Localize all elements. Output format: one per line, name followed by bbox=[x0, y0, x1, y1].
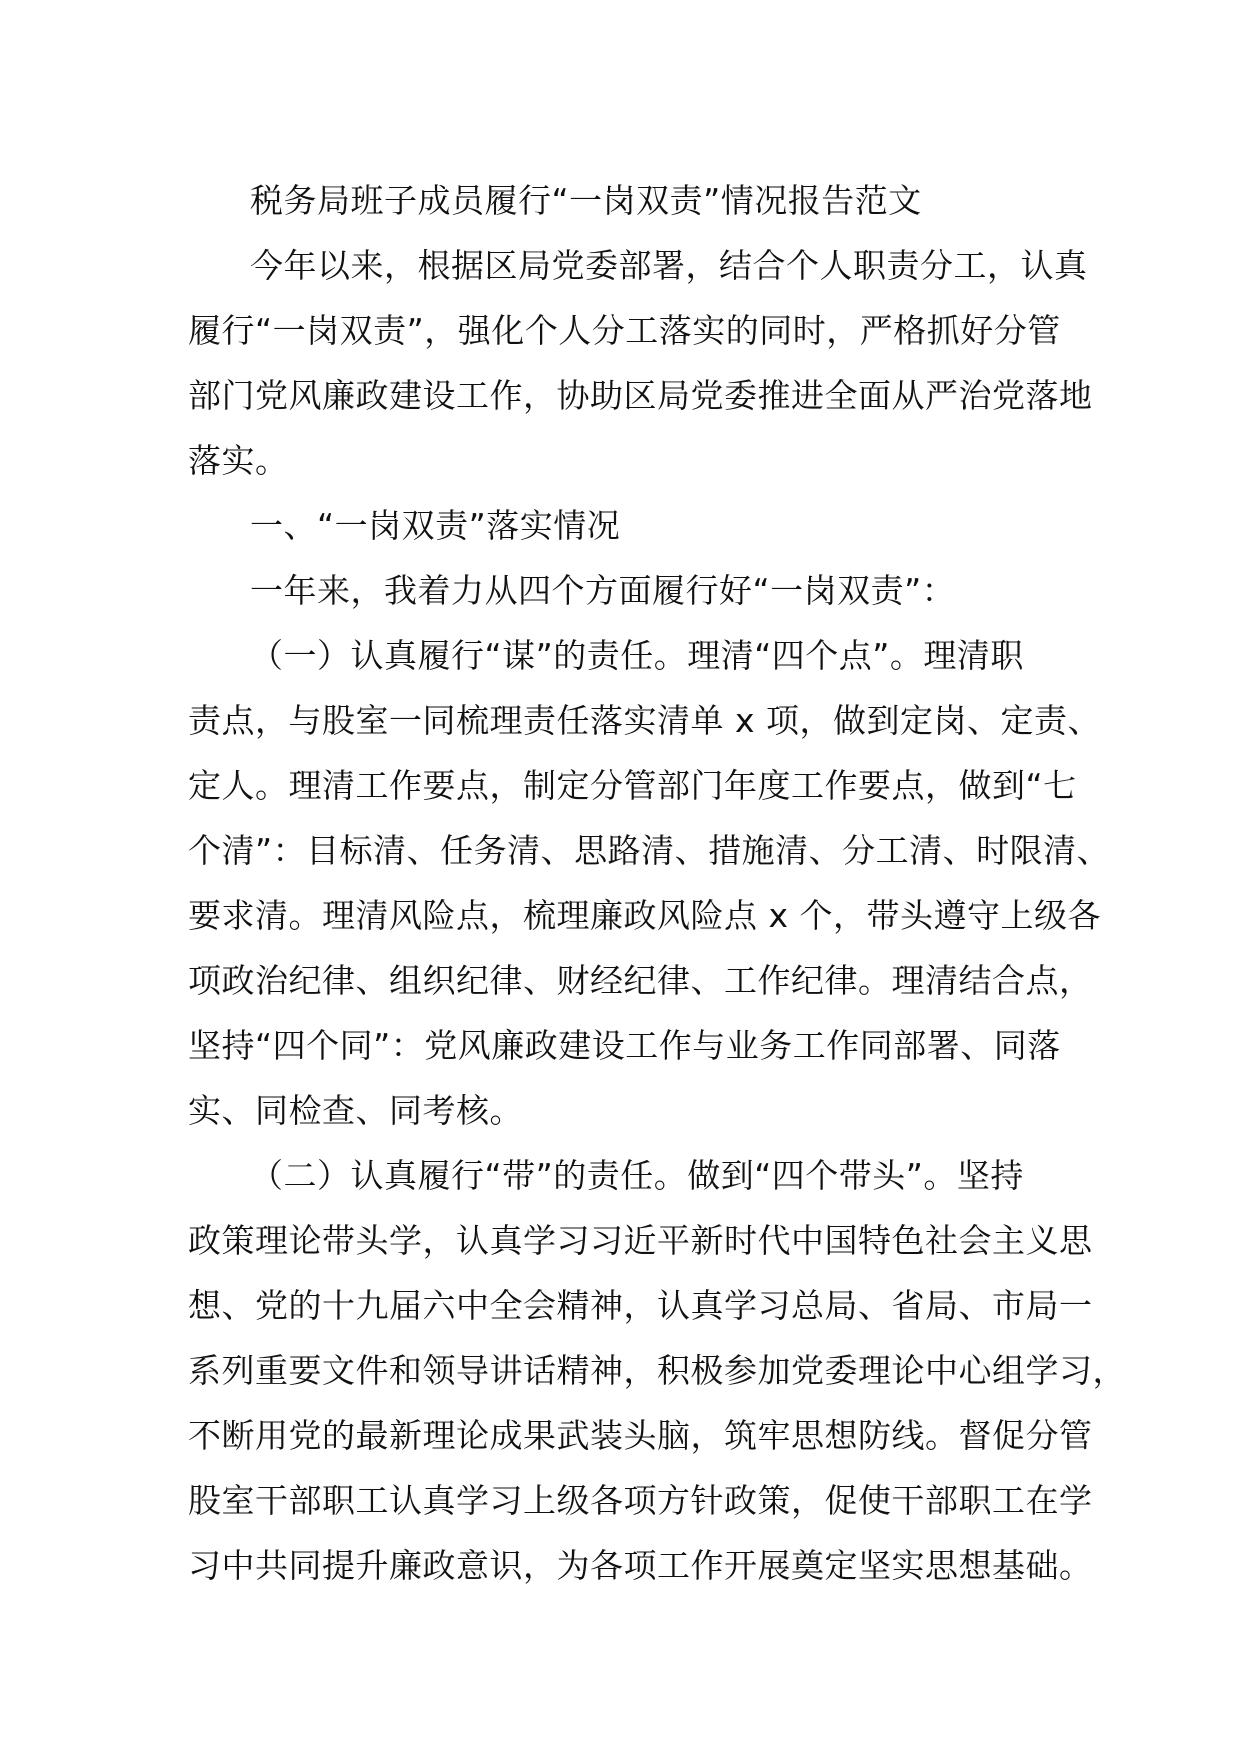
document-lines bbox=[188, 233, 1126, 1598]
text-line: （二）认真履行“带”的责任。做到“四个带头”。坚持 bbox=[250, 1156, 1024, 1195]
document-body bbox=[188, 168, 1126, 1598]
text-line: 责点，与股室一同梳理责任落实清单 x 项，做到定岗、定责、 bbox=[188, 701, 1102, 740]
text-line: 系列重要文件和领导讲话精神，积极参加党委理论中心组学习， bbox=[188, 1351, 1126, 1390]
text-line: 习中共同提升廉政意识，为各项工作开展奠定坚实思想基础。 bbox=[188, 1546, 1093, 1585]
text-line: 想、党的十九届六中全会精神，认真学习总局、省局、市局一 bbox=[188, 1286, 1093, 1325]
text-line: 定人。理清工作要点，制定分管部门年度工作要点，做到“七 bbox=[188, 766, 1077, 805]
text-line: 政策理论带头学，认真学习习近平新时代中国特色社会主义思 bbox=[188, 1221, 1093, 1260]
text-line: （一）认真履行“谋”的责任。理清“四个点”。理清职 bbox=[250, 636, 1024, 675]
text-line: 落实。 bbox=[188, 441, 289, 480]
text-line: 坚持“四个同”：党风廉政建设工作与业务工作同部署、同落 bbox=[188, 1026, 1061, 1065]
text-line: 要求清。理清风险点，梳理廉政风险点 x 个，带头遵守上级各 bbox=[188, 896, 1102, 935]
text-line: 履行“一岗双责”，强化个人分工落实的同时，严格抓好分管 bbox=[188, 311, 1061, 350]
text-line: 项政治纪律、组织纪律、财经纪律、工作纪律。理清结合点， bbox=[188, 961, 1093, 1000]
text-line: 不断用党的最新理论成果武装头脑，筑牢思想防线。督促分管 bbox=[188, 1416, 1093, 1455]
text-line: 股室干部职工认真学习上级各项方针政策，促使干部职工在学 bbox=[188, 1481, 1093, 1520]
text-line: 部门党风廉政建设工作，协助区局党委推进全面从严治党落地 bbox=[188, 376, 1093, 415]
text-line: 个清”：目标清、任务清、思路清、措施清、分工清、时限清、 bbox=[188, 831, 1111, 870]
text-line: 一年来，我着力从四个方面履行好“一岗双责”： bbox=[250, 571, 956, 610]
text-line: 实、同检查、同考核。 bbox=[188, 1091, 523, 1130]
text-line: 今年以来，根据区局党委部署，结合个人职责分工，认真 bbox=[250, 246, 1088, 285]
document-title: 税务局班子成员履行“一岗双责”情况报告范文 bbox=[250, 181, 922, 220]
text-line: 一、“一岗双责”落实情况 bbox=[250, 506, 621, 545]
